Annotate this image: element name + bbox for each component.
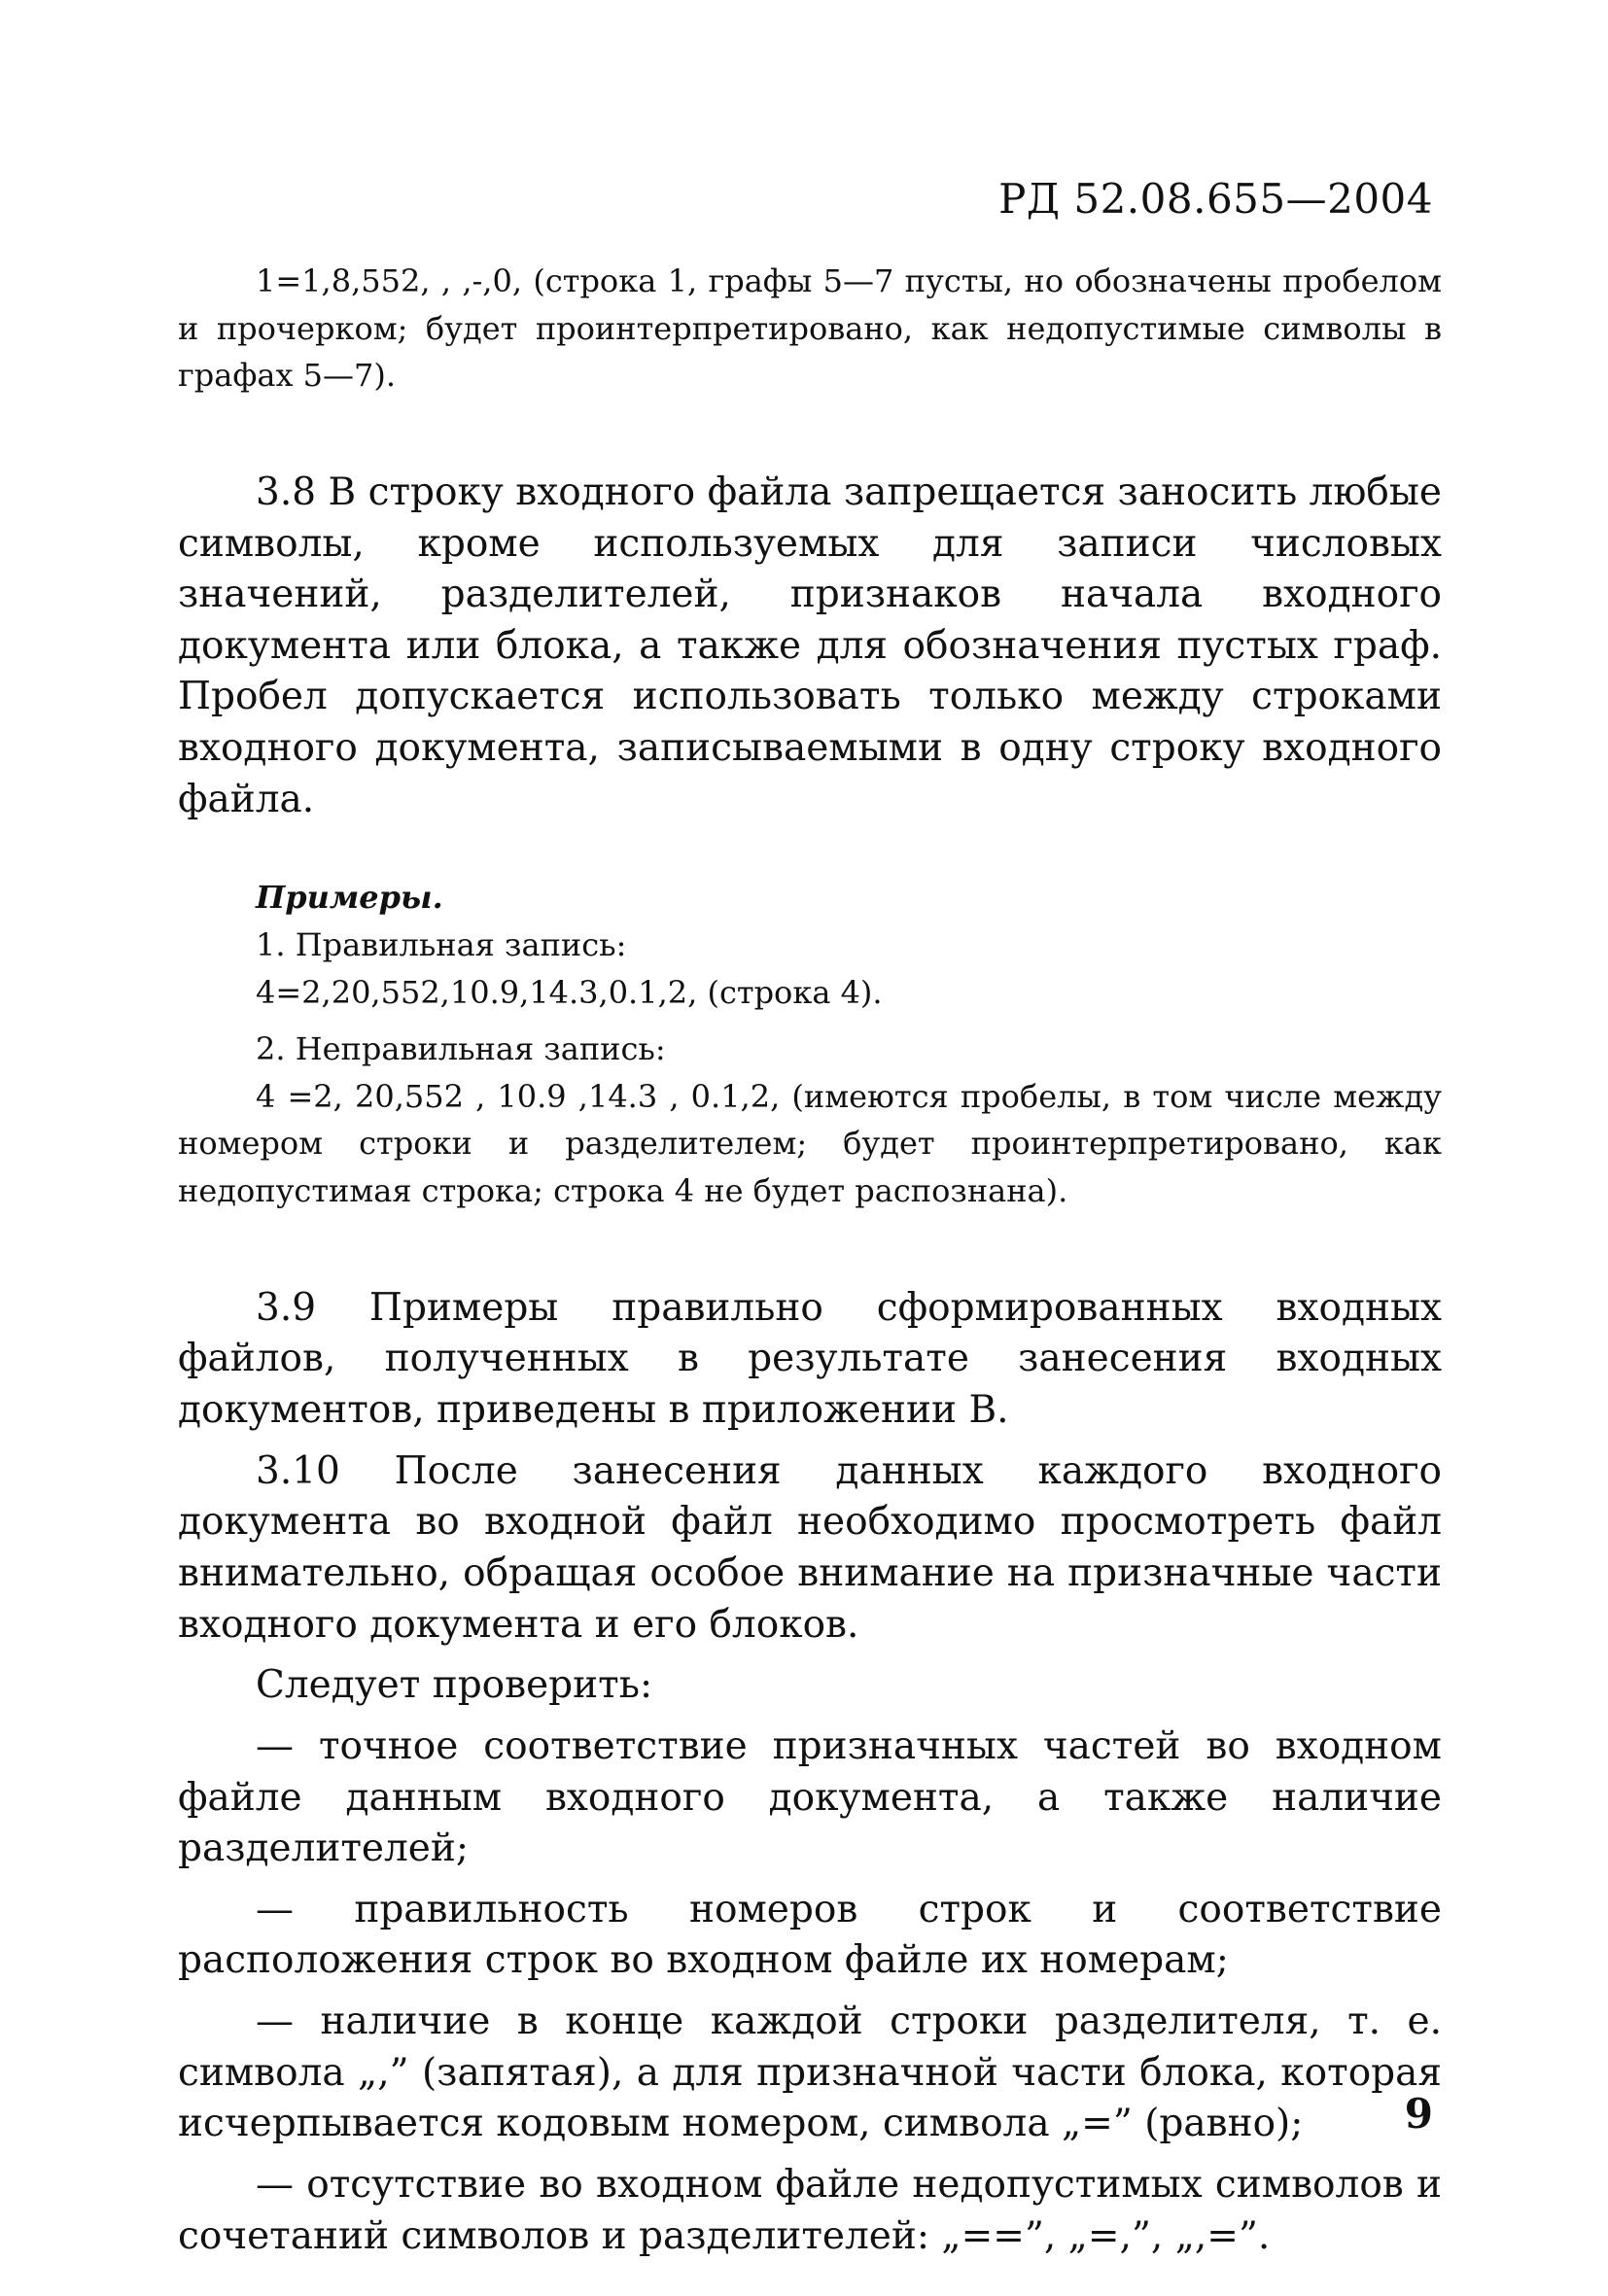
- check-item-3: — наличие в конце каждой строки разделителя, т. е. символа „,” (запятая), а для призначной части блока, которая исчерпывается кодовым номером, символа „=” (равно);: [178, 2000, 1442, 2146]
- example-1-label: 1. Правильная запись:: [256, 925, 627, 963]
- check-item-4: — отсутствие во входном файле недопустимых символов и сочетаний символов и разделителей: „==”, „=,”, „,=”.: [178, 2162, 1442, 2258]
- paragraph-3-9: 3.9 Примеры правильно сформированных входных файлов, полученных в результате занесения входных документов, приведены в приложении В.: [178, 1285, 1442, 1433]
- check-intro: Следует проверить:: [256, 1663, 653, 1708]
- document-body: [178, 258, 1442, 2262]
- check-item-1: — точное соответствие призначных частей во входном файле данным входного документа, а также наличие разделителей;: [178, 1723, 1442, 1871]
- examples-title: Примеры.: [256, 879, 443, 917]
- paragraph-example-continuation: 1=1,8,552, , ,-,0, (строка 1, графы 5—7 пусты, но обозначены пробелом и прочерком; будет проинтерпретировано, как недопустимые символы в графах 5—7).: [178, 262, 1442, 395]
- example-1-value: 4=2,20,552,10.9,14.3,0.1,2, (строка 4).: [256, 973, 883, 1011]
- paragraph-3-10: 3.10 После занесения данных каждого входного документа во входной файл необходимо просмотреть файл внимательно, обращая особое внимание на призначные части входного документа и его блоков.: [178, 1448, 1442, 1647]
- example-2-label: 2. Неправильная запись:: [256, 1030, 666, 1068]
- document-id: РД 52.08.655—2004: [998, 175, 1433, 223]
- example-2-value: 4 =2, 20,552 , 10.9 ,14.3 , 0.1,2, (имеются пробелы, в том числе между номером строки и разделителем; будет проинтерпретировано, как недопустимая строка; строка 4 не будет распознана).: [178, 1077, 1442, 1210]
- page-number: 9: [1404, 2090, 1433, 2138]
- check-item-2: — правильность номеров строк и соответствие расположения строк во входном файле их номерам;: [178, 1887, 1442, 1983]
- examples-block: [178, 874, 1442, 1214]
- paragraph-3-8: 3.8 В строку входного файла запрещается заносить любые символы, кроме используемых для записи числовых значений, разделителей, признаков начала входного документа или блока, а также для обозначения пустых граф. Пробел допускается использовать только между строками входного документа, записываемыми в одну строку входного файла.: [178, 470, 1442, 821]
